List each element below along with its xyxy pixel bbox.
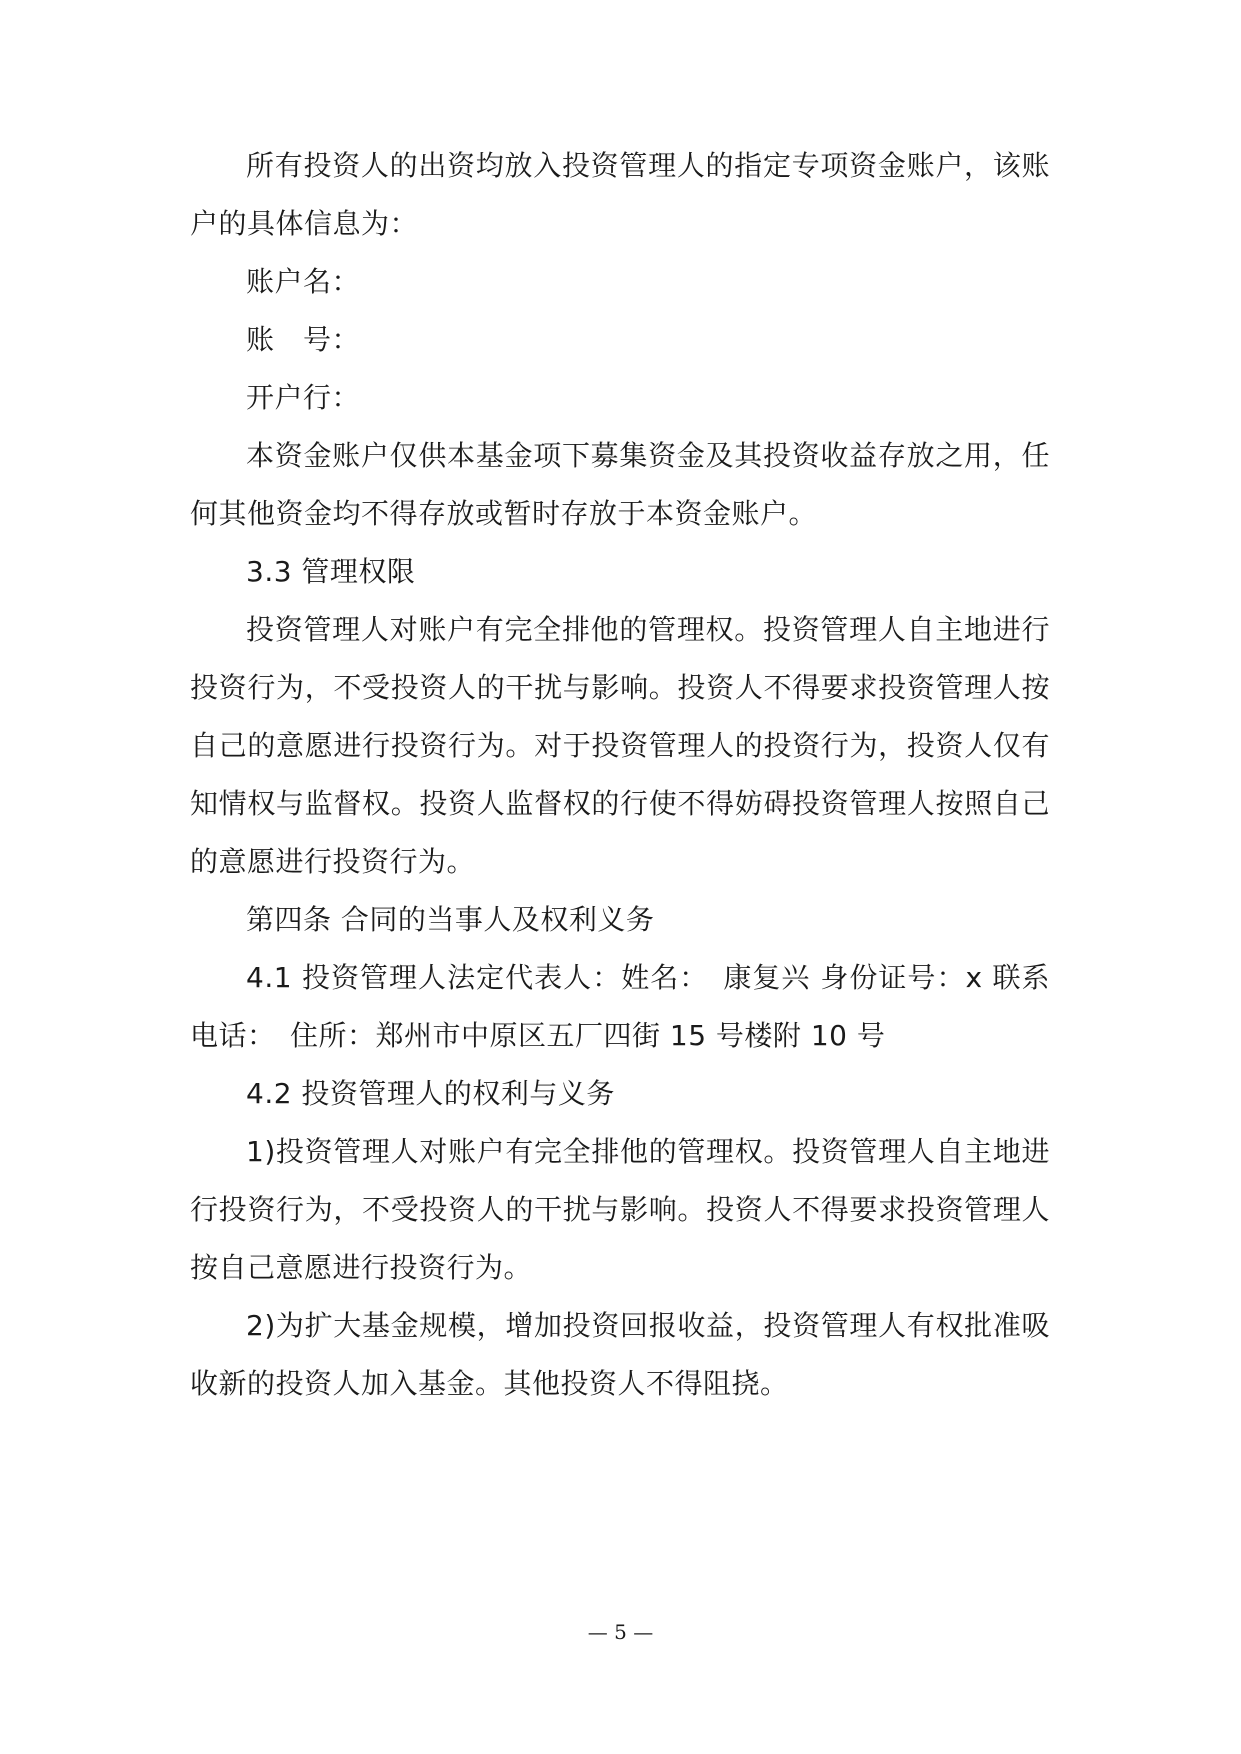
page-number: — 5 —	[587, 1620, 654, 1644]
bank-label: 开户行：	[246, 381, 361, 414]
paragraph-account-intro-line-2: 户的具体信息为：	[190, 207, 419, 240]
paragraph-management-line-2: 投资行为，不受投资人的干扰与影响。投资人不得要求投资管理人按	[190, 671, 1050, 704]
article-heading-4: 第四条 合同的当事人及权利义务	[246, 903, 655, 936]
paragraph-management-line-5: 的意愿进行投资行为。	[190, 845, 476, 878]
list-item-1-line-2: 行投资行为，不受投资人的干扰与影响。投资人不得要求投资管理人	[190, 1193, 1050, 1226]
paragraph-account-intro-line-1: 所有投资人的出资均放入投资管理人的指定专项资金账户，该账	[246, 149, 1050, 182]
paragraph-account-use-line-1: 本资金账户仅供本基金项下募集资金及其投资收益存放之用，任	[246, 439, 1050, 472]
list-item-1-line-3: 按自己意愿进行投资行为。	[190, 1251, 533, 1284]
paragraph-management-line-4: 知情权与监督权。投资人监督权的行使不得妨碍投资管理人按照自己	[190, 787, 1050, 820]
account-number-label: 账 号：	[246, 323, 361, 356]
account-name-label: 账户名：	[246, 265, 361, 298]
section-heading-3-3: 3.3 管理权限	[246, 555, 416, 588]
paragraph-management-line-1: 投资管理人对账户有完全排他的管理权。投资管理人自主地进行	[246, 613, 1050, 646]
paragraph-account-use-line-2: 何其他资金均不得存放或暂时存放于本资金账户。	[190, 497, 818, 530]
paragraph-representative-line-1: 4.1 投资管理人法定代表人：姓名： 康复兴 身份证号：x 联系	[246, 961, 1050, 994]
section-heading-4-2: 4.2 投资管理人的权利与义务	[246, 1077, 615, 1110]
list-item-1-line-1: 1)投资管理人对账户有完全排他的管理权。投资管理人自主地进	[246, 1135, 1050, 1168]
paragraph-management-line-3: 自己的意愿进行投资行为。对于投资管理人的投资行为，投资人仅有	[190, 729, 1050, 762]
list-item-2-line-2: 收新的投资人加入基金。其他投资人不得阻挠。	[190, 1367, 789, 1400]
list-item-2-line-1: 2)为扩大基金规模，增加投资回报收益，投资管理人有权批准吸	[246, 1309, 1050, 1342]
paragraph-representative-line-2: 电话： 住所：郑州市中原区五厂四街 15 号楼附 10 号	[190, 1019, 886, 1052]
